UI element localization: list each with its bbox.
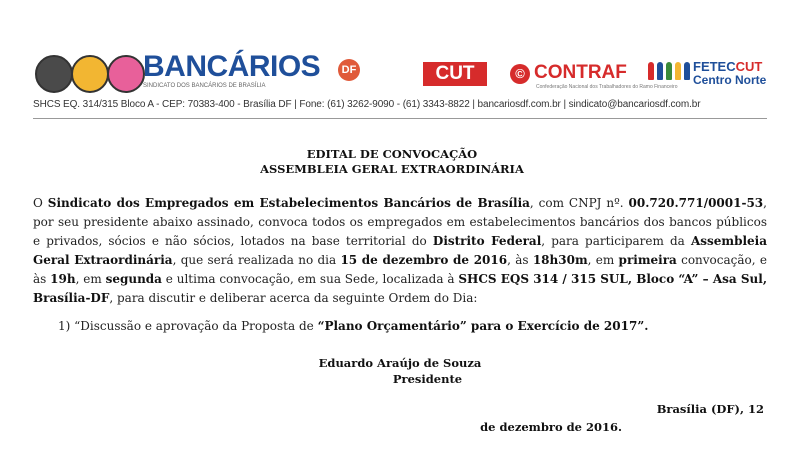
contraf-subtitle: Confederação Nacional dos Trabalhadores do Ramo Financeiro [536, 84, 678, 90]
assembly-date: 15 de dezembro de 2016 [340, 253, 508, 267]
logo-subtitle: SINDICATO DOS BANCÁRIOS DE BRASÍLIA [143, 83, 266, 89]
assembly-name: Assembleia Geral Extraordinária [33, 234, 768, 267]
face-icon-yellow [71, 55, 109, 93]
title-line-2: ASSEMBLEIA GERAL EXTRAORDINÁRIA [260, 162, 524, 176]
second-call-time: 19h [50, 272, 76, 286]
fetec-logo: FETECCUT [693, 59, 763, 74]
first-call-time: 18h30m [532, 253, 588, 267]
logo-df-badge: DF [338, 59, 360, 81]
signature-block [0, 355, 800, 387]
venue-address: SHCS EQS 314 / 315 SUL, Bloco “A” – Asa Sul, Brasília-DF [33, 272, 767, 305]
signer-name: Eduardo Araújo de Souza [318, 356, 482, 370]
signer-role: Presidente [392, 372, 463, 386]
union-name: Sindicato dos Empregados em Estabelecimentos Bancários de Brasília [47, 196, 530, 210]
face-icon-pink [107, 55, 145, 93]
letterhead [0, 0, 800, 125]
face-icon-dark [35, 55, 73, 93]
title-line-1: EDITAL DE CONVOCAÇÃO [306, 147, 478, 161]
contraf-mark-icon: © [510, 64, 530, 84]
contraf-logo: CONTRAF [534, 62, 627, 83]
cut-logo: CUT [423, 62, 487, 86]
fetec-cut-text: CUT [735, 59, 763, 74]
bancarios-logo-text: BANCÁRIOS [143, 50, 321, 83]
document-title [0, 147, 800, 177]
place-and-date [464, 401, 764, 435]
place-date-line-2: de dezembro de 2016. [480, 420, 622, 434]
cnpj-number: 00.720.771/0001-53 [628, 196, 764, 210]
fetec-region: Centro Norte [693, 73, 767, 87]
second-call-label: segunda [105, 272, 162, 286]
place-date-line-1: Brasília (DF), 12 [656, 402, 764, 416]
agenda-item-title: “Plano Orçamentário” para o Exercício de 2017”. [317, 319, 649, 333]
first-call-label: primeira [618, 253, 677, 267]
agenda-item: 1) “Discussão e aprovação da Proposta de “Plano Orçamentário” para o Exercício de 2017”. [58, 319, 649, 333]
body-paragraph: O Sindicato dos Empregados em Estabelecimentos Bancários de Brasília, com CNPJ nº. 00.720.771/0001-53, por seu presidente abaixo assinado, convoca todos os empregados em estabelecimentos bancários dos bancos públicos e privados, sócios e não sócios, lotados na base territorial do Distrito Federal, para participarem da Assembleia Geral Extraordinária, que será realizada no dia 15 de dezembro de 2016, às 18h30m, em primeira convocação, e às 19h, em segunda e ultima convocação, em sua Sede, localizada à SHCS EQS 314 / 315 SUL, Bloco “A” – Asa Sul, Brasília-DF, para discutir e deliberar acerca da seguinte Ordem do Dia: [33, 196, 768, 305]
header-divider [33, 118, 767, 119]
contact-line: SHCS EQ. 314/315 Bloco A - CEP: 70383-400 - Brasília DF | Fone: (61) 3262-9090 - (61) 3343-8822 | bancariosdf.com.br | sindicato@bancariosdf.com.br [33, 99, 701, 110]
territory: Distrito Federal [432, 234, 542, 248]
